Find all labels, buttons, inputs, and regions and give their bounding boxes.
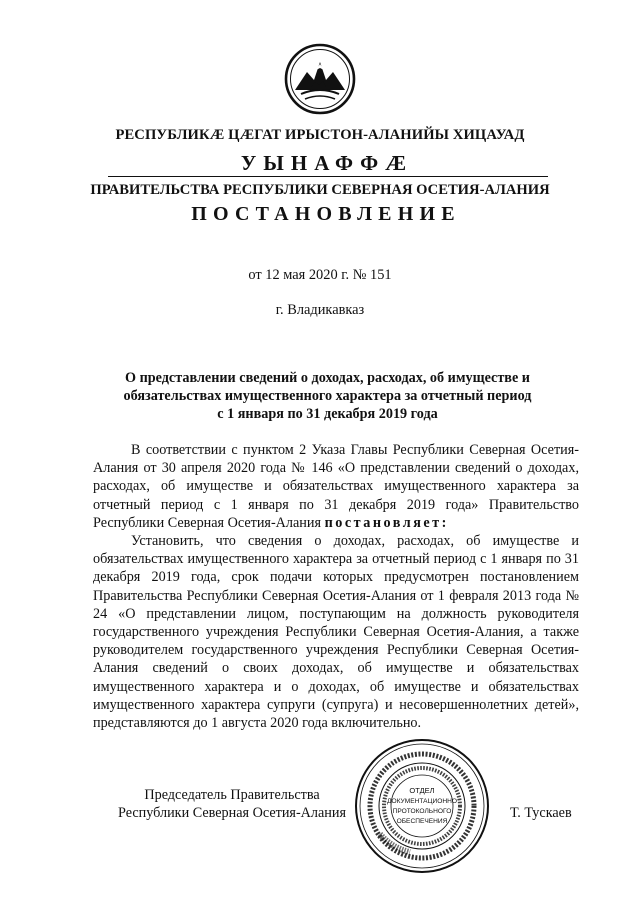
city-line: г. Владикавказ <box>275 302 365 318</box>
ossetian-decree-title: УЫНАФФӔ <box>240 151 414 175</box>
subject-line: О представлении сведений о доходах, расходах, об имуществе и <box>125 370 530 386</box>
seal-line: ДОКУМЕНТАЦИОННО <box>387 798 457 805</box>
seal-line: ОБЕСПЕЧЕНИЯ <box>396 818 448 825</box>
decree-title: ПОСТАНОВЛЕНИЕ <box>191 203 461 225</box>
position-line: Республики Северная Осетия-Алания <box>117 804 346 821</box>
decree-body <box>93 441 579 732</box>
preamble-text: В соответствии с пунктом 2 Указа Главы Республики Северная Осетия-Алания от 30 апреля 2020 года № 146 «О представлении сведений о доходах, расходах, об имуществе и обязательствах имущественного характера за отчетный период с 1 января по 31 декабря 2019 года» Правительство Республики Северная Осетия-Алания <box>93 442 579 531</box>
ossetian-government-line: РЕСПУБЛИКӔ ЦӔГАТ ИРЫСТОН-АЛАНИЙЫ ХИЦАУАД <box>115 127 525 143</box>
position-line: Председатель Правительства <box>144 787 320 803</box>
official-seal-icon <box>352 736 492 876</box>
seal-line: ПРОТОКОЛЬНОГО <box>392 808 452 815</box>
signatory-position <box>107 787 357 822</box>
seal-line: ОТДЕЛ <box>409 786 435 795</box>
resolves-keyword: постановляет: <box>324 514 449 531</box>
date-and-number: от 12 мая 2020 г. № 151 <box>248 267 392 283</box>
subject-line: с 1 января по 31 декабря 2019 года <box>217 406 438 422</box>
coat-of-arms-icon <box>283 42 357 116</box>
preamble-paragraph <box>93 441 579 532</box>
russian-government-line: ПРАВИТЕЛЬСТВА РЕСПУБЛИКИ СЕВЕРНАЯ ОСЕТИЯ-АЛАНИЯ <box>90 182 550 198</box>
subject-line: обязательствах имущественного характера за отчетный период <box>123 388 532 404</box>
operative-paragraph: Установить, что сведения о доходах, расходах, об имуществе и обязательствах имущественного характера за отчетный период с 1 января по 31 декабря 2019 года, срок подачи которых предусмотрен постановлением Правительства Республики Северная Осетия-Алания от 1 февраля 2013 года № 24 «О представлении лицом, поступающим на должность руководителя государственного учреждения Республики Северная Осетия-Алания, а также руководителем государственного учреждения Республики Северная Осетия-Алания сведений о своих доходах, об имуществе и обязательствах имущественного характера и о доходах, об имуществе и обязательствах имущественного характера супруги (супруга) и несовершеннолетних детей», представляются до 1 августа 2020 года включительно. <box>93 533 579 732</box>
decree-subject <box>96 369 559 423</box>
signatory-name: Т. Тускаев <box>510 805 572 821</box>
header-divider <box>108 176 548 177</box>
